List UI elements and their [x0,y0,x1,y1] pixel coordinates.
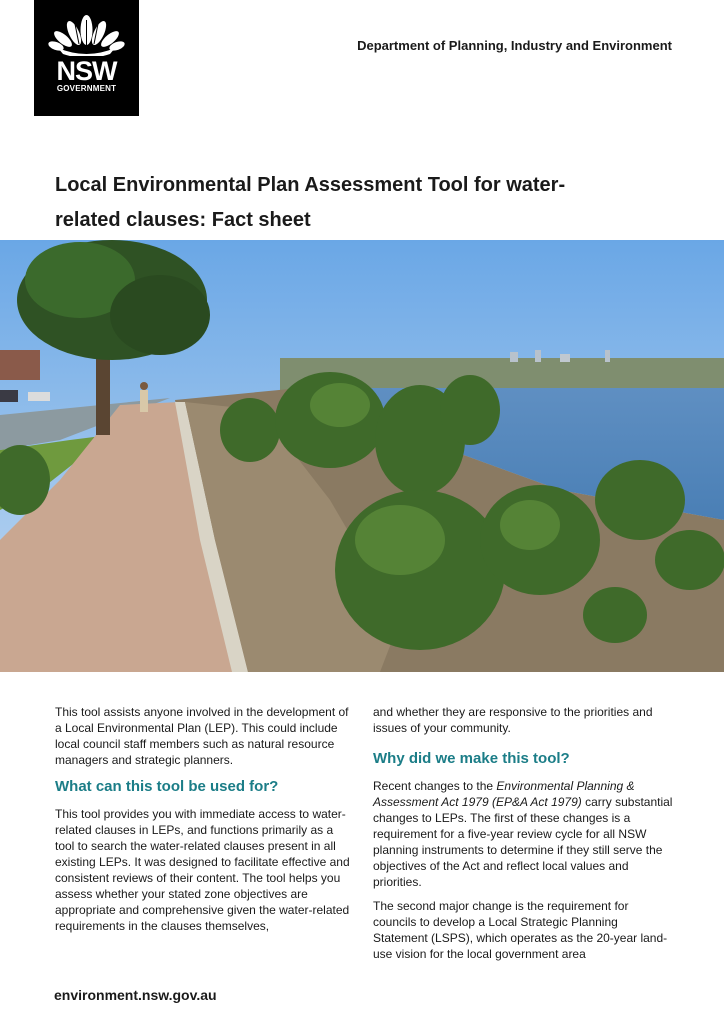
tool-use-paragraph: This tool provides you with immediate access to water-related clauses in LEPs, and functions primarily as a tool to search the water-related clauses present in all existing LEPs. It was designed to facilitate effective and consistent reviews of their content. The tool helps you assess whether your stated zone objectives are appropriate and comprehensive given the water-related requirements in the clauses themselves, [55,807,350,933]
act-name: Environmental Planning & Assessment Act 1979 (EP&A Act 1979) [373,779,635,809]
continuation-paragraph: and whether they are responsive to the priorities and issues of your community. [373,705,653,735]
recent-changes-rest: carry substantial changes to LEPs. The first of these changes is a requirement for a five-year review cycle for all NSW planning instruments to determine if they still serve the objectives of the Act and reflect local values and priorities. [373,795,673,889]
cover-photo [0,240,724,672]
intro-paragraph: This tool assists anyone involved in the development of a Local Environmental Plan (LEP). This could include local council staff members such as natural resource managers and strategic planners. [55,705,349,767]
logo-subtitle: GOVERNMENT [56,84,117,93]
nsw-government-logo [34,0,139,116]
waratah-icon [48,12,125,56]
column-right [373,704,673,970]
page-title [55,168,655,238]
footer-url[interactable]: environment.nsw.gov.au [54,987,217,1003]
column-left [55,704,355,942]
department-name: Department of Planning, Industry and Environment [357,38,672,53]
recent-changes-lead: Recent changes to the [373,779,497,793]
heading-what-can-this-tool: What can this tool be used for? [55,778,279,795]
title-line-1: Local Environmental Plan Assessment Tool for water- [55,174,566,196]
heading-why-did-we-make: Why did we make this tool? [373,750,570,767]
lsps-paragraph: The second major change is the requirement for councils to develop a Local Strategic Planning Statement (LSPS), which operates as the 20-year land-use vision for the local government area [373,899,668,961]
title-line-2: related clauses: Fact sheet [55,209,311,231]
logo-wordmark: NSW [56,56,117,86]
recent-changes-paragraph [373,778,673,890]
